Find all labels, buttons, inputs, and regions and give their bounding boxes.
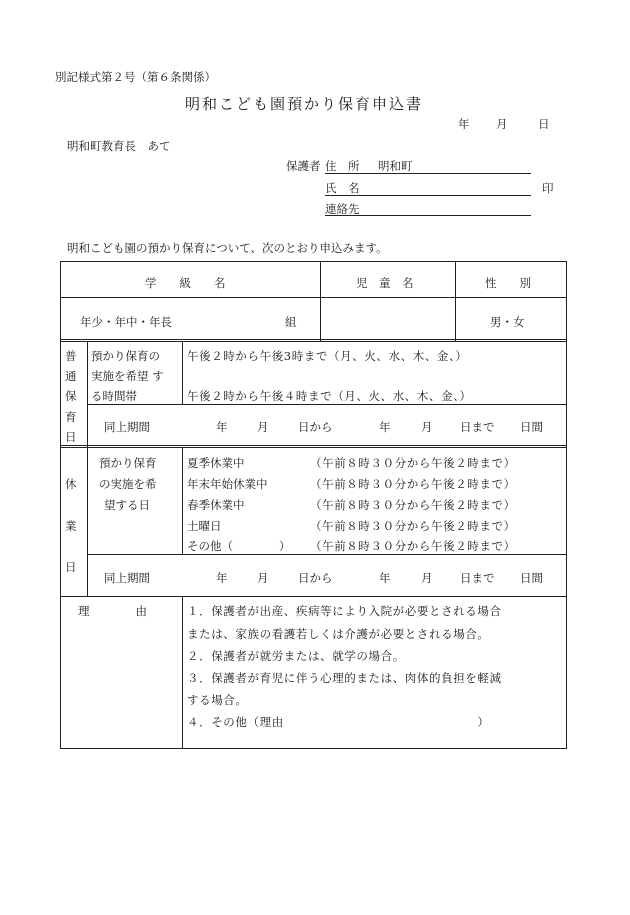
period-year-from[interactable]: 年 — [216, 420, 228, 434]
period-day-to[interactable]: 日まで — [460, 571, 495, 585]
seal-mark: 印 — [542, 181, 554, 195]
weekday-option-4pm[interactable]: 午後２時から午後４時まで（月、火、水、木、金、） — [187, 389, 472, 403]
reason-label: 理 由 — [78, 604, 147, 618]
form-number: 別記様式第２号（第６条関係） — [55, 70, 216, 84]
period-day-from[interactable]: 日から — [298, 420, 333, 434]
holiday-option-name[interactable]: 春季休業中 — [187, 498, 245, 512]
period-month-from[interactable]: 月 — [257, 571, 269, 585]
col-line — [182, 341, 183, 404]
row-line — [60, 297, 567, 298]
weekday-label-char: 通 — [65, 369, 77, 383]
row-line — [87, 554, 567, 555]
row-line — [60, 445, 567, 446]
desired-time-label: 実施を希望 す — [91, 369, 164, 383]
col-header-class: 学 級 名 — [145, 276, 226, 290]
holiday-option-name[interactable]: その他（ ） — [187, 539, 291, 553]
gender-options[interactable]: 男・女 — [490, 315, 525, 329]
holiday-option-time: （午前８時３０分から午後２時まで） — [310, 519, 516, 533]
period-days[interactable]: 日間 — [520, 420, 543, 434]
period-label: 同上期間 — [104, 571, 150, 585]
weekday-label-char: 普 — [65, 349, 77, 363]
holiday-option-time: （午前８時３０分から午後２時まで） — [310, 456, 516, 470]
row-line — [87, 404, 567, 405]
holiday-label-char: 業 — [65, 519, 77, 533]
holiday-label-char: 日 — [65, 560, 77, 574]
holiday-desired-label: 望する日 — [104, 498, 150, 512]
period-year-to[interactable]: 年 — [379, 571, 391, 585]
weekday-label-char: 日 — [65, 430, 77, 444]
address-label: 住 所 — [325, 159, 360, 173]
child-name-cell[interactable] — [322, 300, 452, 337]
row-line — [60, 447, 567, 448]
name-field[interactable] — [325, 195, 531, 196]
period-label: 同上期間 — [104, 420, 150, 434]
holiday-option-time: （午前８時３０分から午後２時まで） — [310, 498, 516, 512]
col-line — [182, 596, 183, 749]
period-days[interactable]: 日間 — [520, 571, 543, 585]
holiday-label-char: 休 — [65, 477, 77, 491]
class-options[interactable]: 年少・年中・年長 — [80, 315, 172, 329]
row-line — [60, 339, 567, 340]
weekday-option-3pm[interactable]: 午後２時から午後3時まで（月、火、水、木、金、） — [187, 349, 468, 363]
weekday-label-char: 保 — [65, 389, 77, 403]
holiday-option-time: （午前８時３０分から午後２時まで） — [310, 477, 516, 491]
weekday-label-char: 育 — [65, 410, 77, 424]
holiday-option-time: （午前８時３０分から午後２時まで） — [310, 539, 516, 553]
holiday-desired-label: 預かり保育 — [99, 456, 157, 470]
period-year-from[interactable]: 年 — [216, 571, 228, 585]
reason-item-other[interactable]: ４．その他（理由 ） — [187, 715, 490, 729]
holiday-option-name[interactable]: 土曜日 — [187, 519, 222, 533]
col-line — [182, 447, 183, 554]
recipient: 明和町教育長 あて — [67, 139, 171, 153]
date-month[interactable]: 月 — [496, 117, 508, 131]
holiday-option-name[interactable]: 夏季休業中 — [187, 456, 245, 470]
col-line — [87, 341, 88, 596]
period-day-to[interactable]: 日まで — [460, 420, 495, 434]
col-header-gender: 性 別 — [485, 276, 531, 290]
address-value[interactable]: 明和町 — [378, 159, 413, 173]
period-year-to[interactable]: 年 — [379, 420, 391, 434]
holiday-option-name[interactable]: 年末年始休業中 — [187, 477, 268, 491]
reason-item[interactable]: １．保護者が出産、疾病等により入院が必要とされる場合 — [187, 604, 502, 618]
period-day-from[interactable]: 日から — [298, 571, 333, 585]
desired-time-label: 預かり保育の — [91, 349, 160, 363]
date-day[interactable]: 日 — [538, 117, 550, 131]
col-header-child: 児 童 名 — [356, 276, 414, 290]
intro-text: 明和こども園の預かり保育について、次のとおり申込みます。 — [67, 241, 388, 255]
period-month-from[interactable]: 月 — [257, 420, 269, 434]
col-line — [320, 261, 321, 341]
guardian-label: 保護者 — [286, 159, 321, 173]
col-line — [455, 261, 456, 341]
reason-item-cont: または、家族の看護若しくは介護が必要とされる場合。 — [187, 627, 490, 641]
reason-item-cont: する場合。 — [187, 693, 248, 707]
date-year[interactable]: 年 — [458, 117, 470, 131]
period-month-to[interactable]: 月 — [421, 420, 433, 434]
period-month-to[interactable]: 月 — [421, 571, 433, 585]
row-line — [60, 596, 567, 597]
class-suffix: 組 — [285, 315, 297, 329]
page-title: 明和こども園預かり保育申込書 — [185, 95, 424, 113]
address-underline — [325, 173, 531, 174]
desired-time-label: る時間帯 — [91, 389, 137, 403]
reason-item[interactable]: ２．保護者が就労または、就学の場合。 — [187, 649, 405, 663]
name-label: 氏 名 — [325, 181, 360, 195]
contact-field[interactable] — [325, 215, 531, 216]
holiday-desired-label: の実施を希 — [99, 477, 157, 491]
row-line — [60, 341, 567, 342]
reason-item[interactable]: ３．保護者が育児に伴う心理的または、肉体的負担を軽減 — [187, 671, 502, 685]
contact-label: 連絡先 — [325, 202, 360, 216]
